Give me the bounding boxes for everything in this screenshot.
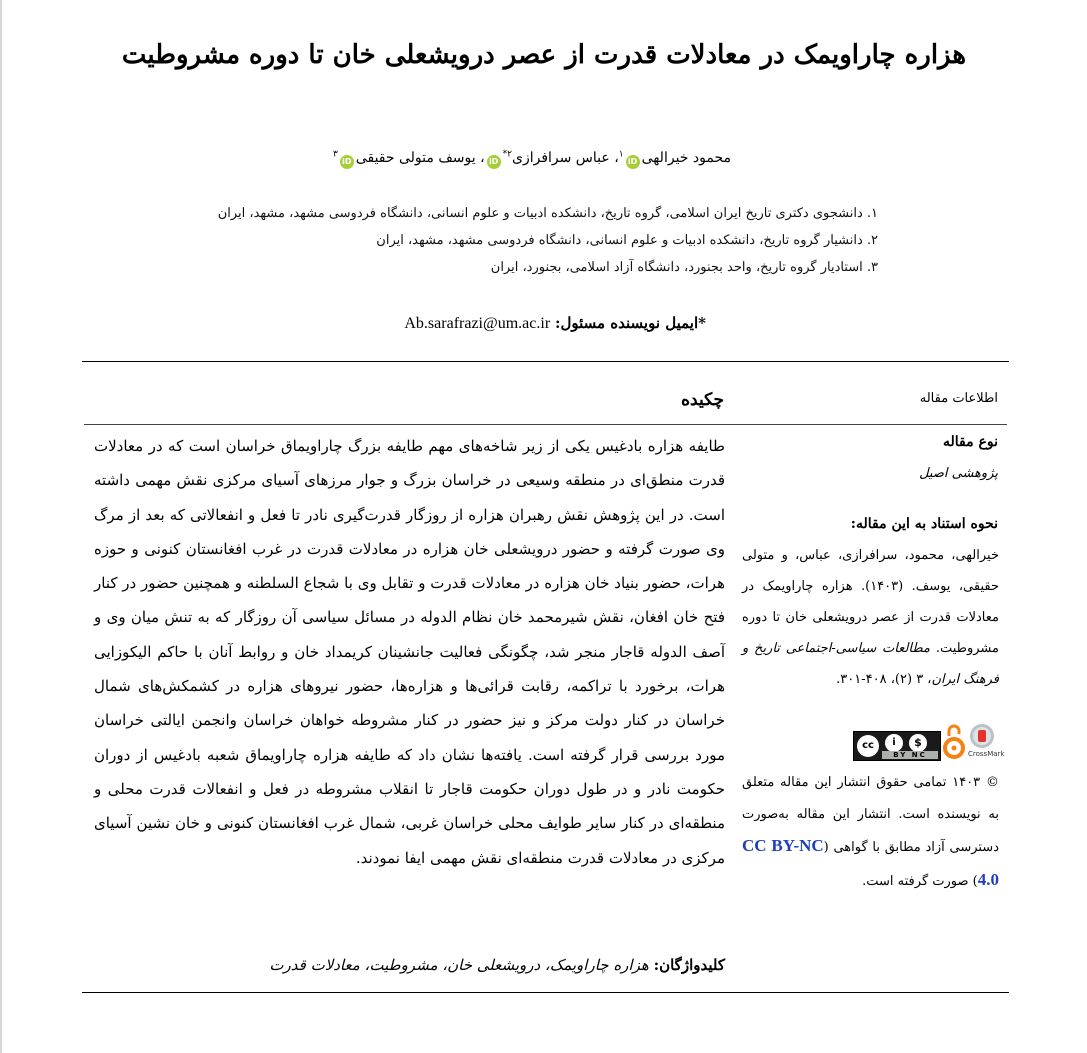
copyright-notice: © ۱۴۰۳ تمامی حقوق انتشار این مقاله متعلق به نویسنده است. انتشار این مقاله به‌صورت دسترسی آزاد مطابق با گواهی (CC BY-NC 4.0) صورت گرفته است. — [742, 775, 999, 889]
article-type-label: نوع مقاله — [943, 434, 998, 450]
crossmark-icon[interactable] — [968, 724, 1005, 762]
author-name: محمود خیرالهی — [641, 149, 731, 166]
email-address[interactable]: Ab.sarafrazi@um.ac.ir — [404, 315, 551, 332]
author-1: محمود خیرالهیiD$^۱$، — [610, 150, 731, 166]
orcid-icon[interactable]: iD — [626, 155, 640, 169]
citation-label: نحوه استناد به این مقاله: — [850, 516, 998, 532]
footer-divider — [82, 992, 1009, 993]
keywords-label: کلیدواژگان: — [653, 956, 725, 974]
citation-journal: مطالعات سیاسی-اجتماعی تاریخ و فرهنگ ایران — [742, 641, 999, 687]
author-name: عباس سرافرازی — [511, 149, 610, 166]
affiliation-1: ۱. دانشجوی دکتری تاریخ ایران اسلامی، گروه تاریخ، دانشکده ادبیات و علوم انسانی، دانشگاه فردوسی مشهد، مشهد، ایران — [217, 206, 878, 221]
author-name: یوسف متولی حقیقی — [355, 149, 476, 166]
license-badges — [853, 722, 1005, 764]
author-superscript: ۱ — [618, 149, 624, 159]
author-line — [200, 149, 731, 169]
article-info-heading: اطلاعات مقاله — [919, 391, 998, 406]
author-superscript: ۳ — [332, 149, 338, 159]
open-access-icon — [943, 722, 965, 762]
license-link[interactable]: CC BY-NC 4.0 — [742, 836, 999, 889]
cc-by-nc-badge-icon[interactable]: cc i $ BY NC — [853, 731, 941, 761]
article-type-value: پژوهشی اصیل — [919, 466, 998, 481]
author-2: عباس سرافرازی$^{۲*}$iD، — [476, 150, 610, 166]
corresponding-email — [300, 314, 706, 333]
author-superscript: ۲* — [502, 149, 512, 159]
orcid-icon[interactable]: iD — [340, 155, 354, 169]
orcid-icon[interactable]: iD — [487, 155, 501, 169]
affiliation-2: ۲. دانشیار گروه تاریخ، دانشکده ادبیات و علوم انسانی، دانشگاه فردوسی مشهد، مشهد، ایران — [376, 233, 878, 248]
email-label: *ایمیل نویسنده مسئول: — [554, 314, 706, 332]
keywords-list: هزاره چاراویمک، درویشعلی خان، مشروطیت، معادلات قدرت — [269, 956, 649, 974]
abstract-divider — [84, 424, 1007, 425]
copyright-tail: صورت گرفته است. — [862, 873, 969, 889]
author-3 — [333, 150, 476, 166]
abstract-body: طایفه هزاره بادغیس یکی از زیر شاخه‌های مهم طایفه بزرگ چاراویماق خراسان است که در معادلات قدرت منطق‌ای در منطقه وسیعی در خراسان بزرگ و جوار مرزهای آسیای مرکزی نقش مهمی داشته است. در این پژوهش نقش رهبران هزاره از روزگار قدرت‌گیری نادر تا فعل و انفعالاتی که بعد از مرگ وی صورت گرفته و حضور درویشعلی خان هزاره در معادلات قدرت در غرب افغانستان کنونی و حوزه هرات، حضور بنیاد خان هزاره در معادلات قدرت و تقابل وی با شجاع السلطنه و همچنین حضور در کنار فتح خان افغان، نقش شیرمحمد خان نظام الدوله در مسائل سیاسی آن روزگار که به تنش میان وی و آصف الدوله قاجار منجر شد، چگونگی فعالیت جانشینان کریمداد خان و روابط آنان با حاکم الیکوزایی هرات، برخورد با تراکمه، رقابت قرائی‌ها و هزاره‌ها، حضور نیروهای هزاره در کشمکش‌های شمال خراسان در کنار دولت مرکز و نیز حضور در کنار مشروطه خواهان خراسان وانجمن ایالتی خراسان مورد بررسی قرار گرفته است. یافته‌ها نشان داد که طایفه هزاره چاراویماق شعبه بادغیس از دوران حکومت نادر و در طول دوران حکومت قاجار تا انقلاب مشروطه در فعل و انفعالات قدرت محلی و منطقه‌ای در کنار سایر طوایف محلی خراسان غربی، شمال غرب افغانستان کنونی و خان نشین آسیای مرکزی در معادلات قدرت منطقه‌ای نقش مهمی ایفا نمودند. — [94, 437, 726, 867]
page-left-border — [0, 0, 2, 1053]
header-divider — [82, 361, 1009, 362]
citation-text: خیرالهی، محمود، سرافرازی، عباس، و متولی حقیقی، یوسف. (۱۴۰۳). هزاره چاراویمک در معادلات قدرت از عصر درویشعلی خان تا دوره مشروطیت. — [742, 548, 999, 656]
abstract-heading: چکیده — [681, 390, 724, 410]
article-title: هزاره چاراویمک در معادلات قدرت از عصر درویشعلی خان تا دوره مشروطیت — [121, 40, 967, 70]
crossmark-label: CrossMark — [968, 750, 1005, 758]
citation-tail: ، ۳ (۲)، ۴۰۸-۳۰۱. — [836, 672, 932, 687]
affiliation-3: ۳. استادیار گروه تاریخ، واحد بجنورد، دانشگاه آزاد اسلامی، بجنورد، ایران — [490, 260, 878, 275]
citation-block — [742, 540, 999, 695]
cc-badge-text: BY NC — [882, 751, 938, 759]
keywords-line — [94, 956, 725, 974]
copyright-text: © ۱۴۰۳ تمامی حقوق انتشار این مقاله متعلق به نویسنده است. انتشار این مقاله به‌صورت دسترسی آزاد مطابق با گواهی — [742, 775, 999, 855]
